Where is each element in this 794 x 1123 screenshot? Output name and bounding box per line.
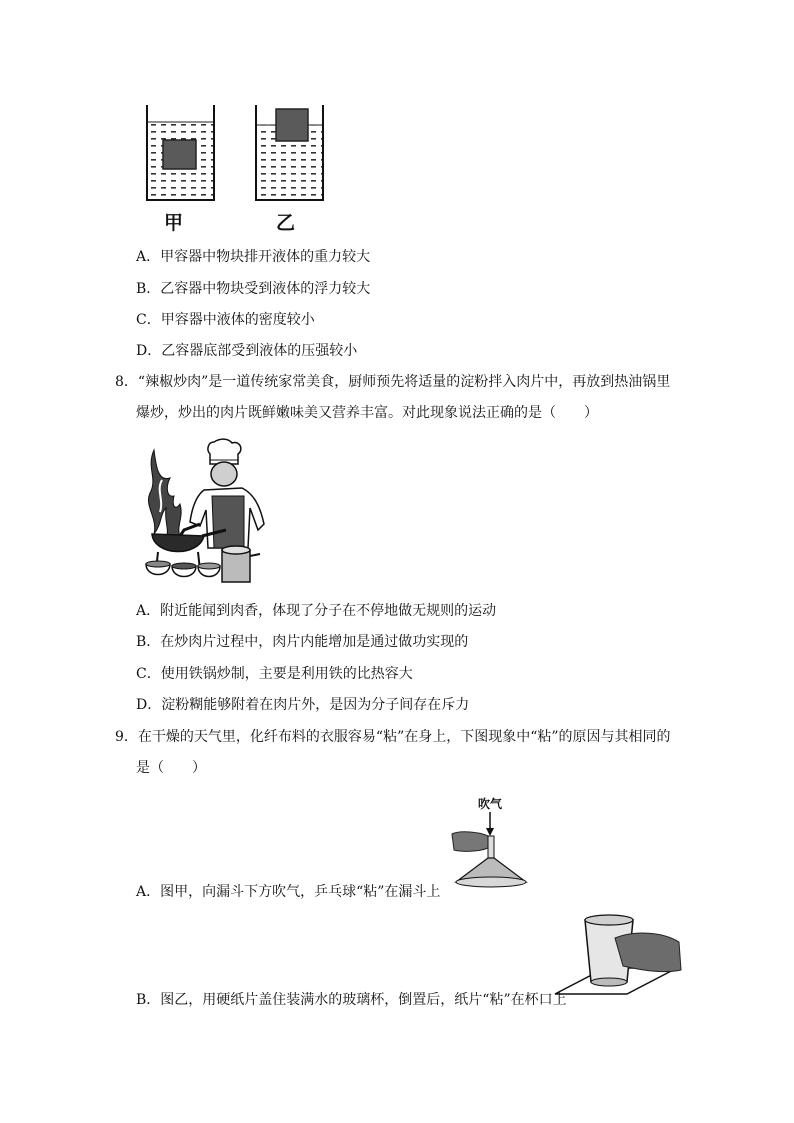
q9-stem-line2: 是（ ） (136, 760, 206, 776)
q9-stem-line1: 9．在干燥的天气里，化纤布料的衣服容易“粘”在身上，下图现象中“粘”的原因与其相同的 (115, 729, 671, 745)
block-yi (276, 109, 308, 141)
q9-glass-figure (545, 912, 685, 1002)
q9-option-a: A．图甲，向漏斗下方吹气，乒乓球“粘”在漏斗上 (136, 884, 441, 900)
q8-option-b: B．在炒肉片过程中，肉片内能增加是通过做功实现的 (136, 634, 469, 650)
q7-option-b: B．乙容器中物块受到液体的浮力较大 (136, 281, 371, 297)
q8-option-c: C．使用铁锅炒制，主要是利用铁的比热容大 (136, 666, 413, 682)
block-jia (163, 140, 196, 169)
container-yi (256, 105, 323, 200)
q8-option-d: D．淀粉糊能够附着在肉片外，是因为分子间存在斥力 (136, 697, 470, 713)
q8-stem-line1: 8．“辣椒炒肉”是一道传统家常美食，厨师预先将适量的淀粉拌入肉片中，再放到热油锅里 (115, 374, 671, 390)
label-jia: 甲 (164, 212, 184, 234)
label-yi: 乙 (276, 212, 296, 234)
q8-option-a: A．附近能闻到肉香，体现了分子在不停地做无规则的运动 (136, 603, 497, 619)
q7-option-c: C．甲容器中液体的密度较小 (136, 312, 315, 328)
blow-air-label: 吹气 (478, 797, 503, 811)
q7-option-a: A．甲容器中物块排开液体的重力较大 (136, 249, 371, 265)
q7-option-d: D．乙容器底部受到液体的压强较小 (136, 343, 358, 359)
q8-stem-line2: 爆炒，炒出的肉片既鲜嫩味美又营养丰富。对此现象说法正确的是（ ） (136, 405, 598, 421)
container-jia (147, 105, 214, 200)
q8-chef-figure (140, 438, 264, 588)
q7-containers-figure (140, 100, 340, 210)
q9-funnel-figure (450, 810, 530, 890)
q9-option-b: B．图乙，用硬纸片盖住装满水的玻璃杯，倒置后，纸片“粘”在杯口上 (136, 992, 567, 1008)
